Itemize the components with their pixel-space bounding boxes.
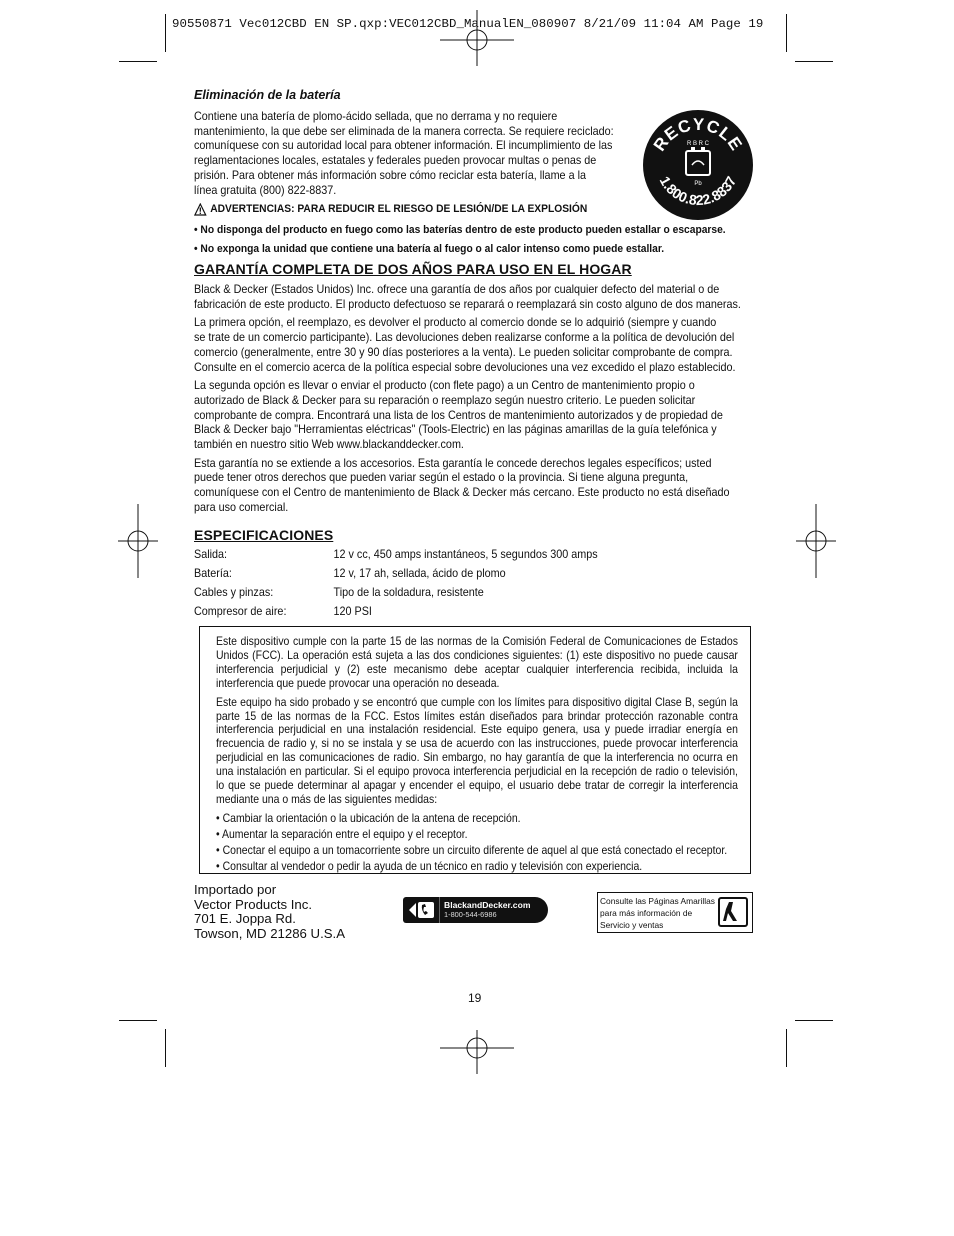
fcc-measure: • Conectar el equipo a un tomacorriente sobre un circuito diferente de aquel al que está conectado el receptor. [216,843,728,857]
registration-mark-right [796,504,836,578]
seal-phone: 1.800.822.8837 [656,173,740,209]
bd-contact-text [440,900,530,920]
fcc-notice-box [199,626,751,874]
warranty-line: Consulte en el comercio acerca de la política especial sobre devoluciones una vez excedido el plazo establecido. [194,359,736,374]
warning-item: • No exponga la unidad que contiene una batería al fuego o al calor intenso como puede estallar. [194,243,665,256]
warning-title: ADVERTENCIAS: PARA REDUCIR EL RIESGO DE LESIÓN/DE LA EXPLOSIÓN [210,203,588,215]
warranty-line: Esta garantía no se extiende a los accesorios. Esta garantía le concede derechos legales específicos; usted [194,455,712,470]
warranty-paragraph [194,378,754,452]
warranty-line: La primera opción, el reemplazo, es devolver el producto al comercio donde se lo adquirió (siempre y cuando [194,315,717,330]
print-slug: 90550871 Vec012CBD EN SP.qxp:VEC012CBD_ManualEN_080907 8/21/09 11:04 AM Page 19 [172,17,764,31]
warranty-line: La segunda opción es llevar o enviar el producto (con flete pago) a un Centro de mantenimiento propio o [194,378,695,393]
warranty-line: autorizado de Black & Decker para su reparación o reemplazo según nuestro criterio. Le pueden solicitar [194,392,696,407]
spec-label: Batería: [194,566,232,581]
fcc-measure: • Consultar al vendedor o pedir la ayuda de un técnico en radio y televisión con experiencia. [216,859,643,873]
warranty-paragraph [194,456,754,515]
fcc-notice-text [216,635,738,876]
bd-url: BlackandDecker.com [444,900,531,910]
warranty-line: también en nuestro sitio Web www.blackanddecker.com. [194,437,464,452]
spec-label: Compresor de aire: [194,604,287,619]
fcc-measure: • Cambiar la orientación o la ubicación de la antena de recepción. [216,811,521,825]
warranty-line: comprobante de compra. Encontrará una lista de los Centros de mantenimiento autorizados y de propiedad de [194,407,723,422]
bd-phone: 1-800-544-6986 [444,910,497,919]
phone-icon [403,897,440,923]
warning-triangle-icon [194,203,207,216]
battery-line: Contiene una batería de plomo-ácido sellada, que no derrama y no requiere [194,109,558,123]
warranty-line: Black & Decker bajo "Herramientas eléctricas" (Tools-Electric) en las páginas amarillas de la guía telefónica y [194,422,717,437]
walking-fingers-icon [718,897,748,927]
battery-line: línea gratuita (800) 822-8837. [194,182,337,197]
importer-address [194,883,345,941]
fcc-paragraph: Este equipo ha sido probado y se encontró que cumple con los límites para dispositivo digital Clase B, según la parte 15 de las normas de la FCC. Estos límites están diseñados para brindar protección razonable contra interferencia perjudicial en una instalación residencial. Este equipo genera, usa y puede irradiar energía en frecuencia de radio y, si no se instala y se usa de acuerdo con las instrucciones, puede provocar interferencia perjudicial en las comunicaciones de radio. Sin embargo, no hay garantía de que la interferencia no ocurra en una instalación en particular. Si el equipo provoca interferencia perjudicial en la recepción de radio o televisión, lo que se puede determinar al apagar y encender el equipo, el usuario debe tratar de corregir la interferencia mediante una o más de las siguientes medidas: [216,695,738,806]
battery-line: prisión. Para obtener más información sobre cómo reciclar esta batería, llame a la [194,167,586,182]
warning-heading [194,202,754,217]
warranty-heading-wrap [194,262,754,277]
warranty-paragraph [194,315,754,374]
warranty-line: fabricación de este producto. El producto defectuoso se reparará o reemplazará sin costo alguno de dos maneras. [194,296,741,311]
warranty-line: para uso comercial. [194,499,289,514]
registration-mark-bottom [440,1030,514,1074]
specs-table [194,545,754,621]
warnings-block [194,202,754,257]
spec-value: Tipo de la soldadura, resistente [333,585,484,600]
spec-row [194,545,754,564]
page-number: 19 [468,991,482,1005]
warranty-line: comuníquese con el Centro de mantenimiento de Black & Decker más cercano. Este producto no está diseñado [194,485,730,500]
battery-line: comuníquese con su autoridad local para obtener información. El incumplimiento de las [194,138,613,153]
warranty-title: GARANTÍA COMPLETA DE DOS AÑOS PARA USO EN EL HOGAR [194,261,632,277]
spec-row [194,564,754,583]
yellow-pages-box [597,892,753,933]
registration-mark-left [118,504,158,578]
warranty-body [194,282,754,515]
spec-label: Cables y pinzas: [194,585,274,600]
blackanddecker-contact-logo [403,897,548,923]
warranty-paragraph [194,282,754,311]
importer-line: 701 E. Joppa Rd. [194,911,296,926]
battery-title: Eliminación de la batería [194,88,341,102]
yellow-pages-line: Servicio y ventas [600,920,664,930]
yellow-pages-line: para más información de [600,908,693,918]
spec-value: 12 v cc, 450 amps instantáneos, 5 segundos 300 amps [333,547,598,562]
seal-letters: R B R C [686,141,710,147]
specs-heading-wrap [194,528,754,543]
specs-title: ESPECIFICACIONES [194,527,334,543]
spec-value: 12 v, 17 ah, sellada, ácido de plomo [333,566,506,581]
warranty-line: se trate de un comercio participante). Las devoluciones deben realizarse conforme a la política de devolución del [194,330,735,345]
fcc-paragraph: Este dispositivo cumple con la parte 15 de las normas de la Comisión Federal de Comunicaciones de Estados Unidos (FCC). La operación está sujeta a las dos condiciones siguientes: (1) este dispositivo no puede causar interferencia perjudicial y (2) este mecanismo debe aceptar cualquier interferencia recibida, incluida la interferencia que puede provocar una operación no deseada. [216,635,738,690]
importer-line: Towson, MD 21286 U.S.A [194,925,345,941]
yellow-pages-line: Consulte las Páginas Amarillas [600,896,715,906]
importer-line: Vector Products Inc. [194,896,313,912]
spec-row [194,602,754,621]
warranty-line: puede tener otros derechos que pueden variar según el estado o la provincia. Si tiene alguna pregunta, [194,470,689,485]
battery-section [194,88,754,103]
spec-value: 120 PSI [333,604,372,619]
warranty-line: Black & Decker (Estados Unidos) Inc. ofrece una garantía de dos años por cualquier defecto del material o de [194,282,720,296]
yellow-pages-text [600,895,718,931]
warning-item: • No disponga del producto en fuego como las baterías dentro de este producto pueden estallar o escaparse. [194,223,726,236]
spec-label: Salida: [194,547,228,562]
battery-line: reglamentaciones locales, estatales y federales pueden provocar multas o penas de [194,153,597,168]
fcc-measure: • Aumentar la separación entre el equipo y el receptor. [216,827,468,841]
warranty-line: comercio (generalmente, entre 30 y 90 días posteriores a la venta). Le pueden solicitar comprobante de compra. [194,344,733,359]
seal-pb: Pb [694,181,702,187]
seal-word: RECYCLE [649,114,747,155]
spec-row [194,583,754,602]
battery-line: mantenimiento, la que debe ser eliminada de la manera correcta. Se requiere reciclado: [194,123,614,138]
importer-line: Importado por [194,882,277,897]
